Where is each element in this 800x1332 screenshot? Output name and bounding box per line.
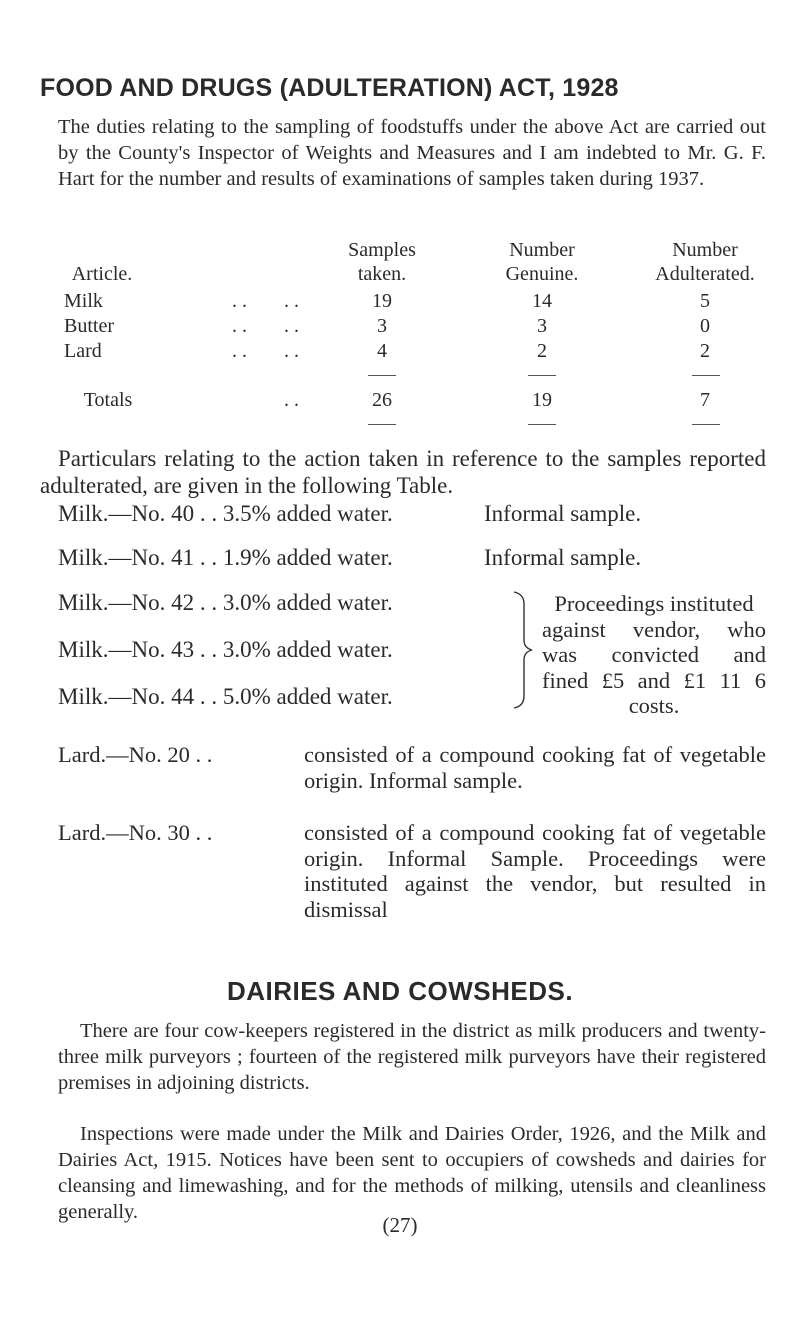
rule	[528, 424, 556, 425]
milk-label: Milk.—No. 40	[58, 501, 195, 526]
milk-label: Milk.—No. 44	[58, 684, 195, 709]
milk-dots: . .	[199, 637, 218, 662]
lard-label: Lard.—No. 20	[58, 742, 190, 767]
row-adulterated: 2	[700, 340, 710, 362]
list-item	[58, 589, 393, 616]
rule	[692, 375, 720, 376]
row-dots: . .	[284, 290, 299, 312]
milk-label: Milk.—No. 41	[58, 545, 195, 570]
milk-result: 3.0% added water.	[222, 637, 393, 662]
milk-label: Milk.—No. 43	[58, 637, 195, 662]
milk-note: Informal sample.	[484, 545, 642, 570]
lard-dots: . .	[195, 742, 213, 767]
header-genuine-1: Number	[509, 239, 575, 261]
proceedings-line: Proceedings instituted	[554, 591, 754, 616]
milk-dots: . .	[199, 590, 218, 615]
proceedings-line: fined £5 and £1 11 6	[542, 667, 766, 693]
brace-icon	[510, 590, 536, 710]
proceedings-note	[542, 591, 766, 719]
totals-taken: 26	[372, 389, 392, 411]
row-adulterated: 5	[700, 290, 710, 312]
header-taken-1: Samples	[348, 239, 416, 261]
row-dots: . .	[232, 290, 247, 312]
header-adulterated-2: Adulterated.	[655, 263, 755, 285]
row-dots: . .	[232, 315, 247, 337]
row-genuine: 3	[537, 315, 547, 337]
totals-adulterated: 7	[700, 389, 710, 411]
list-item	[58, 820, 212, 846]
header-article: Article.	[71, 263, 133, 285]
milk-dots: . .	[199, 545, 218, 570]
lard-text: consisted of a compound cooking fat of vegetable origin. Informal Sample. Proceedings were instituted against the vendor, but resulted in dismissal	[304, 820, 766, 922]
row-genuine: 2	[537, 340, 547, 362]
page-number: (27)	[382, 1213, 418, 1237]
row-article: Milk	[64, 290, 103, 312]
rule	[368, 424, 396, 425]
row-article: Butter	[64, 315, 114, 337]
row-taken: 19	[372, 290, 392, 312]
dairies-paragraph-1: There are four cow-keepers registered in the district as milk producers and twenty-three milk purveyors ; fourteen of the registered milk purveyors have their registered premises in adjoining districts.	[58, 1020, 766, 1094]
row-taken: 4	[377, 340, 387, 362]
totals-genuine: 19	[532, 389, 552, 411]
milk-result: 3.5% added water.	[222, 501, 393, 526]
lard-label: Lard.—No. 30	[58, 820, 190, 845]
row-adulterated: 0	[700, 315, 710, 337]
list-item	[58, 544, 393, 571]
rule	[528, 375, 556, 376]
milk-result: 1.9% added water.	[222, 545, 393, 570]
milk-dots: . .	[199, 684, 218, 709]
totals-label: Totals	[83, 389, 133, 411]
milk-note: Informal sample.	[484, 501, 642, 526]
rule	[692, 424, 720, 425]
page-heading: FOOD AND DRUGS (ADULTERATION) ACT, 1928	[40, 74, 619, 102]
milk-result: 3.0% added water.	[222, 590, 393, 615]
milk-result: 5.0% added water.	[222, 684, 393, 709]
row-dots: . .	[232, 340, 247, 362]
row-dots: . .	[284, 389, 299, 411]
row-dots: . .	[284, 340, 299, 362]
row-genuine: 14	[532, 290, 552, 312]
list-item	[58, 500, 393, 527]
proceedings-line: against vendor, who	[542, 616, 766, 642]
list-item	[58, 636, 393, 663]
row-taken: 3	[377, 315, 387, 337]
header-taken-2: taken.	[357, 263, 407, 285]
row-article: Lard	[64, 340, 102, 362]
milk-label: Milk.—No. 42	[58, 590, 195, 615]
lard-dots: . .	[195, 820, 213, 845]
proceedings-line: was convicted and	[542, 642, 766, 667]
rule	[368, 375, 396, 376]
header-genuine-2: Genuine.	[505, 263, 579, 285]
list-item	[58, 742, 212, 768]
intro-paragraph: The duties relating to the sampling of foodstuffs under the above Act are carried out by the County's Inspector of Weights and Measures and I am indebted to Mr. G. F. Hart for the number and results of examinations of samples taken during 1937.	[58, 116, 766, 190]
row-dots: . .	[284, 315, 299, 337]
milk-dots: . .	[199, 501, 218, 526]
lard-text: consisted of a compound cooking fat of vegetable origin. Informal sample.	[304, 742, 766, 793]
proceedings-line: costs.	[628, 693, 680, 718]
dairies-paragraph-2: Inspections were made under the Milk and Dairies Order, 1926, and the Milk and Dairies Act, 1915. Notices have been sent to occupiers of cowsheds and dairies for cleansing and limewashing, and for the methods of milking, utensils and cleanliness generally.	[58, 1123, 766, 1223]
particulars-paragraph: Particulars relating to the action taken in reference to the samples reported adulterated, are given in the following Table.	[40, 446, 766, 498]
list-item	[58, 683, 393, 710]
header-adulterated-1: Number	[672, 239, 738, 261]
section-heading: DAIRIES AND COWSHEDS.	[226, 976, 574, 1006]
